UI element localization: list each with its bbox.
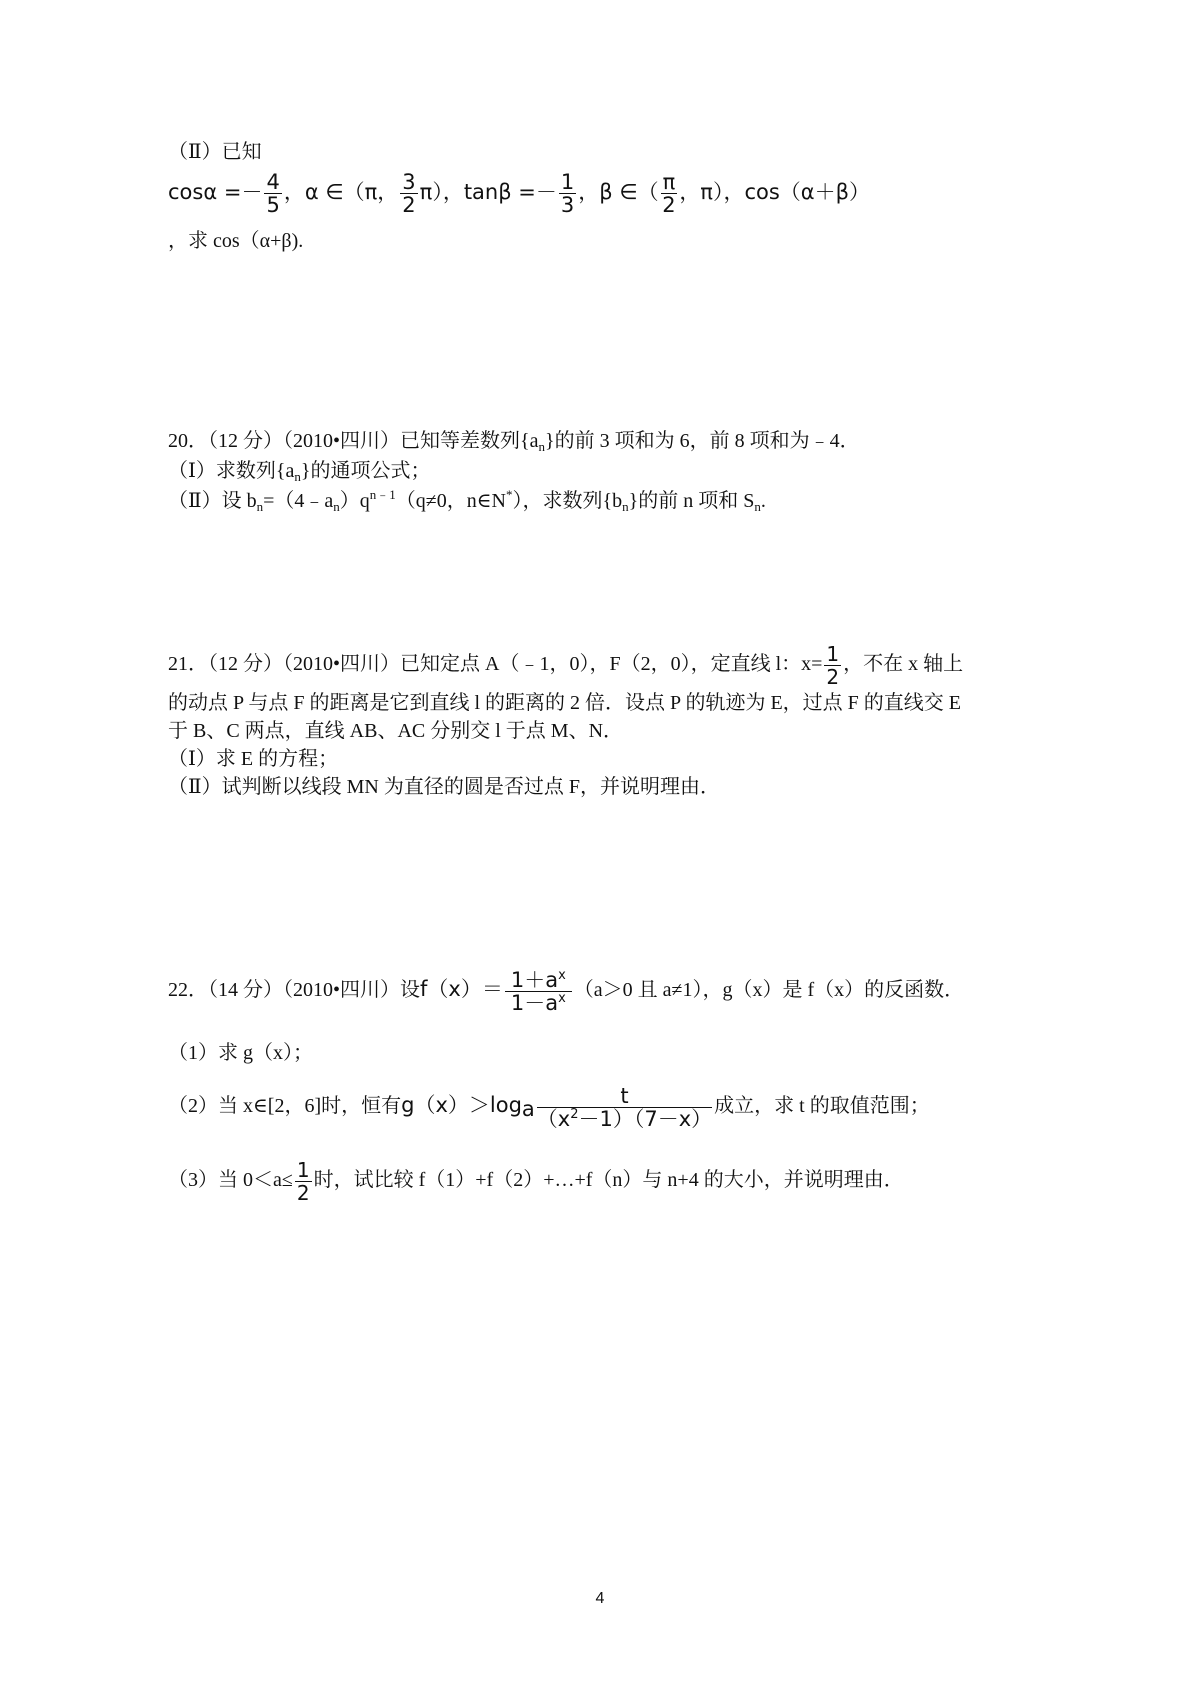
q19-frac-3-2: $\frac{3}{2}$ [402, 169, 416, 217]
q19-beta-range-b: ，π），cos（α＋β） [679, 180, 871, 204]
q19-alpha-range-a: ，α ∈（π， [283, 180, 399, 204]
q20-head: 20．（12 分）（2010•四川）已知等差数列$\{a_n\}$的前 3 项和为 6，前 8 项和为﹣4． [168, 430, 860, 454]
q20-part2: （Ⅱ）设 $b_n=(4﹣a_n)q^{n﹣1}(q\ne 0$，n∈N*），求数列$\{b_n\}$的前 n 项和 $S_n$. [168, 487, 766, 514]
q21-line3: 于 B、C 两点，直线 AB、AC 分别交 l 于点 M、N． [168, 720, 624, 742]
page-number: 4 [595, 1590, 605, 1607]
q21-line2: 的动点 P 与点 F 的距离是它到直线 l 的距离的 2 倍．设点 P 的轨迹为 E，过点 F 的直线交 E [168, 692, 961, 714]
q19-formula [168, 168, 870, 216]
q22-part3: （3）当 0＜a≤ $\frac{1}{2}$ 时，试比较 f（1）+f（2）+…+f（n）与 n+4 的大小，并说明理由． [168, 1157, 904, 1205]
q19-frac-1-3: $\frac{1}{3}$ [560, 169, 575, 217]
q22-part2: （2）当 x∈[2，6]时，恒有$g(x)>\log_a$ $\frac{t}{(x^2-1)(7-x)}$ 成立，求 t 的取值范围； [168, 1083, 930, 1131]
q22-fraction: $\frac{1+a^x}{1-a^x}$ [505, 969, 572, 1014]
q21-part1: （Ⅰ）求 E 的方程； [168, 748, 339, 770]
q22-part1: （1）求 g（x）； [168, 1042, 313, 1064]
q22-frac-1-2: $\frac{1}{2}$ [296, 1157, 310, 1205]
q19-frac-4-5: $\frac{4}{5}$ [266, 169, 280, 217]
q21-part2: （Ⅱ）试判断以线段 MN 为直径的圆是否过点 F，并说明理由． [168, 776, 720, 798]
q19-cos-alpha: cosα =－ [168, 180, 263, 204]
q19-frac-pi-2: $\frac{\pi}{2}$ [662, 169, 676, 217]
q22-head: 22．（14 分）（2010•四川）设f（x）＝ $\frac{1+a^x}{1-a^x}$ （a＞0 且 a≠1），g（x）是 f（x）的反函数． [168, 967, 965, 1015]
q19-ask: ，求 cos（α+β). [168, 230, 304, 252]
q20-part1: （Ⅰ）求数列$\{a_n\}$的通项公式； [168, 460, 431, 484]
q19-part2-title: （Ⅱ）已知 [168, 141, 262, 163]
q19-beta-range-a: ，β ∈（ [578, 180, 659, 204]
q21-frac-1-2: $\frac{1}{2}$ [826, 641, 840, 689]
q19-alpha-range-b: π），tanβ =－ [419, 180, 557, 204]
q21-head: 21．（12 分）（2010•四川）已知定点 A（﹣1，0），F（2，0），定直线 l：x= $\frac{1}{2}$ ，不在 x 轴上 [168, 641, 964, 689]
q22-log-fraction: $\frac{t}{(x^2-1)(7-x)}$ [536, 1083, 713, 1131]
